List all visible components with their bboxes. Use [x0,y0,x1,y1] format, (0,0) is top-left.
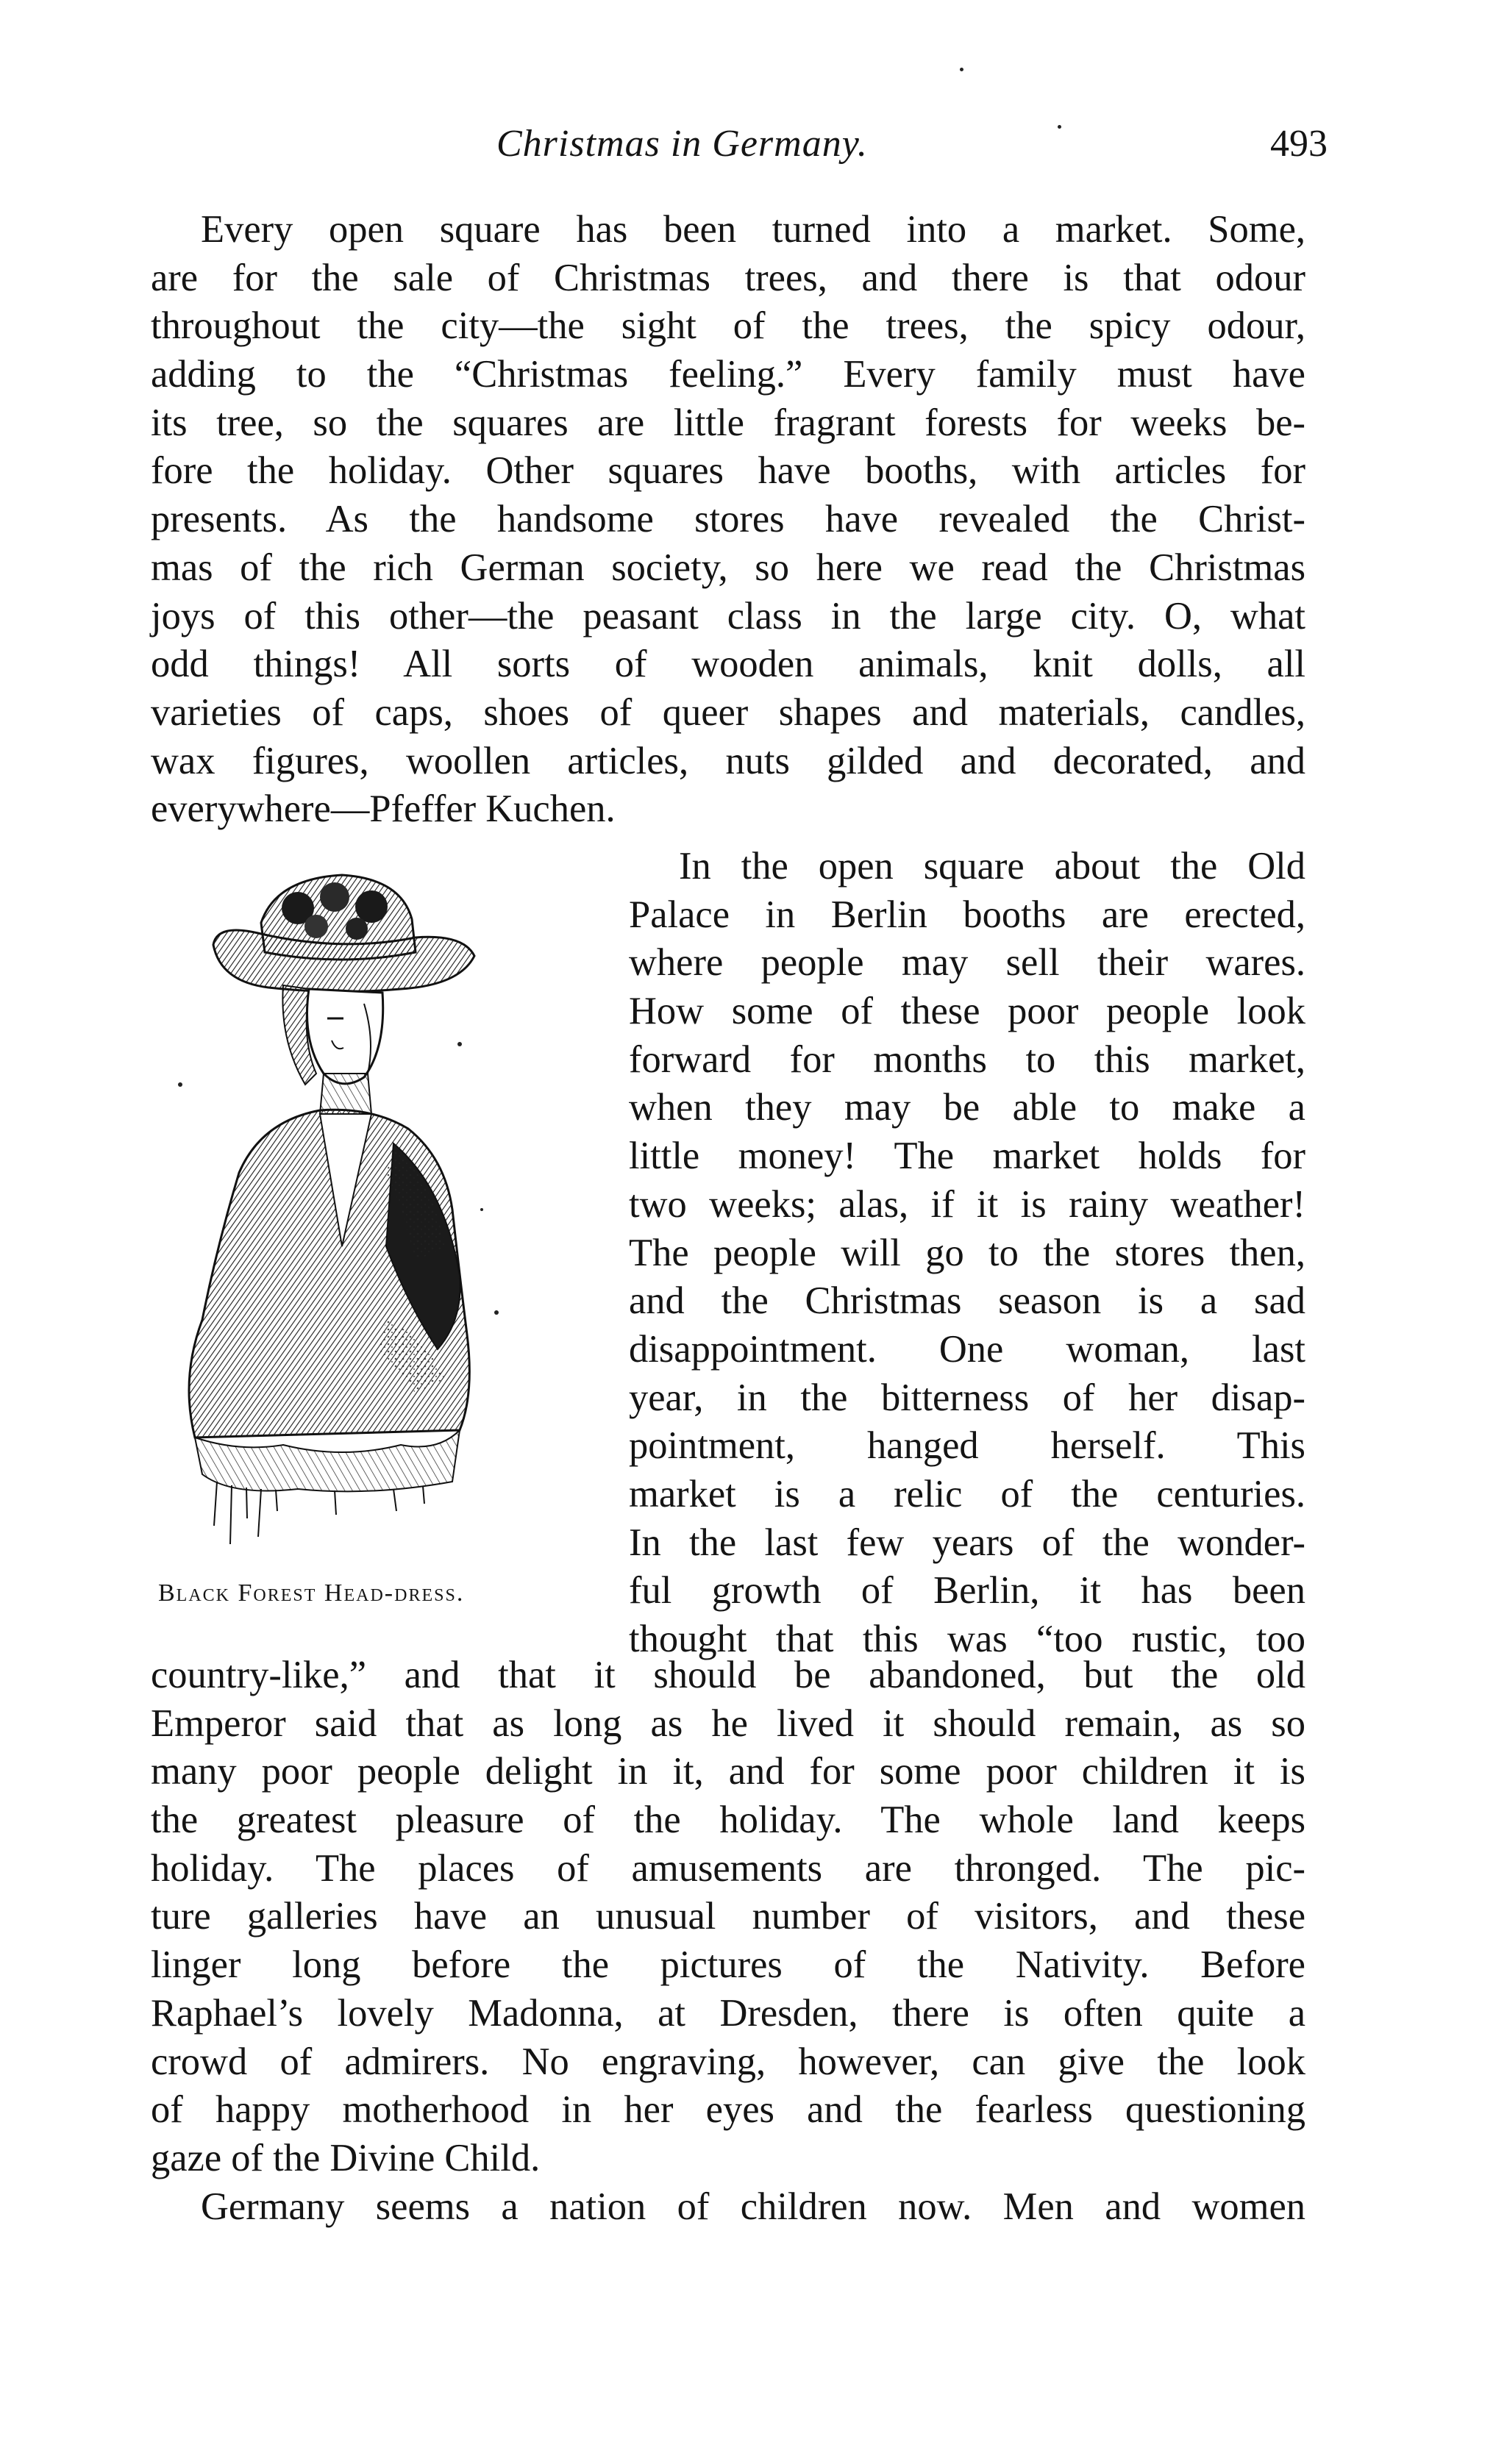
text-line: pointment, hanged herself. This [629,1424,1305,1468]
text-line: little money! The market holds for [629,1135,1305,1178]
text-line: and the Christmas season is a sad [629,1279,1305,1323]
text-line: The people will go to the stores then, [629,1231,1305,1274]
text-line: adding to the “Christmas feeling.” Every family must have [151,353,1305,396]
text-line: country-like,” and that it should be abandoned, but the old [151,1654,1305,1696]
text-line: its tree, so the squares are little fragrant forests for weeks be- [151,401,1305,444]
print-speck [1058,125,1061,129]
text-line: odd things! All sorts of wooden animals, knit dolls, all [151,643,1305,686]
text-line: market is a relic of the centuries. [629,1472,1305,1515]
paragraph-2 [629,843,1305,1664]
text-line: ture galleries have an unusual number of visitors, and these [151,1895,1305,1938]
text-line: two weeks; alas, if it is rainy weather! [629,1182,1305,1226]
text-line: everywhere—Pfeffer Kuchen. [151,788,616,831]
text-line: presents. As the handsome stores have revealed the Christ- [151,498,1305,541]
text-line: year, in the bitterness of her disap- [629,1376,1305,1419]
text-line: are for the sale of Christmas trees, and there is that odour [151,256,1305,299]
figure-caption: Black Forest Head-dress. [158,1579,465,1607]
page-number: 493 [1270,123,1328,165]
text-line: when they may be able to make a [629,1086,1305,1129]
text-line: holiday. The places of amusements are thronged. The pic- [151,1846,1305,1890]
woman-engraving-image [151,864,592,1570]
text-line: varieties of caps, shoes of queer shapes and materials, candles, [151,690,1305,734]
text-line: forward for months to this market, [629,1038,1305,1081]
text-line: wax figures, woollen articles, nuts gilded and decorated, and [151,739,1305,782]
text-line: thought that this was “too rustic, too [629,1618,1305,1660]
text-line: mas of the rich German society, so here we read the Christmas [151,546,1305,589]
paragraph-3 [151,1651,1305,2231]
black-forest-illustration [151,864,592,1570]
text-line: ful growth of Berlin, it has been [629,1569,1305,1613]
text-line: Palace in Berlin booths are erected, [629,893,1305,936]
text-line: where people may sell their wares. [629,941,1305,985]
text-line: linger long before the pictures of the Nativity. Before [151,1943,1305,1987]
text-line: gaze of the Divine Child. [151,2136,541,2179]
paragraph-1 [151,206,1305,834]
text-line: fore the holiday. Other squares have booths, with articles for [151,449,1305,493]
text-line: joys of this other—the peasant class in the large city. O, what [151,594,1305,638]
text-line: In the last few years of the wonder- [629,1521,1305,1564]
text-line: the greatest pleasure of the holiday. The whole land keeps [151,1799,1305,1842]
page-header [151,122,1328,174]
text-line: Emperor said that as long as he lived it should remain, as so [151,1701,1305,1745]
text-line: crowd of admirers. No engraving, however, can give the look [151,2040,1305,2083]
print-speck [960,68,963,71]
running-head: Christmas in Germany. [496,123,868,165]
text-line: Germany seems a nation of children now. Men and women [201,2185,1305,2228]
text-line: of happy motherhood in her eyes and the fearless questioning [151,2088,1305,2132]
text-line: Raphael’s lovely Madonna, at Dresden, there is often quite a [151,1991,1305,2035]
text-line: disappointment. One woman, last [629,1327,1305,1371]
text-line: throughout the city—the sight of the trees, the spicy odour, [151,304,1305,348]
text-line: In the open square about the Old [679,845,1305,888]
text-line: How some of these poor people look [629,990,1305,1033]
text-line: many poor people delight in it, and for some poor children it is [151,1750,1305,1793]
text-line: Every open square has been turned into a market. Some, [201,208,1305,251]
